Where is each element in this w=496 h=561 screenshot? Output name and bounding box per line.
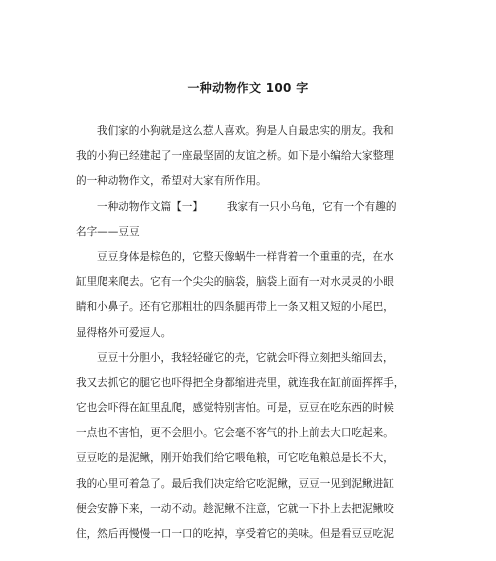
paragraph-line: 名字——豆豆 [76, 225, 140, 238]
paragraph-line: 我的小狗已经建起了一座最坚固的友谊之桥。如下是小编给大家整理 [76, 150, 394, 163]
paragraph-line: 豆豆十分胆小，我轻轻碰它的壳，它就会吓得立刻把头缩回去， [97, 351, 394, 364]
paragraph-line: 我家有一只小乌龟，它有一个有趣的 [226, 200, 397, 213]
section-heading-line [76, 195, 423, 220]
paragraph-line: 显得格外可爱逗人。 [76, 326, 172, 339]
section-heading: 一种动物作文篇【一】 [97, 200, 203, 213]
paragraph-line: 便会安静下来，一动不动。趁泥鳅不注意，它就一下扑上去把泥鳅咬 [76, 502, 394, 515]
paragraph-line: 的一种动物作文，希望对大家有所作用。 [76, 175, 267, 188]
paragraph-line: 住，然后再慢慢一口一口的吃掉，享受着它的美味。但是看豆豆吃泥 [76, 528, 394, 540]
paragraph-line: 豆豆身体是棕色的，它整天像蜗牛一样背着一个重重的壳，在水 [97, 250, 394, 263]
document-body [76, 119, 423, 547]
paragraph-line: 缸里爬来爬去。它有一个尖尖的脑袋，脑袋上面有一对水灵灵的小眼 [76, 276, 394, 289]
paragraph-line: 豆豆吃的是泥鳅，刚开始我们给它喂龟粮，可它吃龟粮总是长不大， [76, 452, 394, 465]
paragraph-line: 我的心里可着急了。最后我们决定给它吃泥鳅，豆豆一见到泥鳅进缸 [76, 477, 394, 490]
paragraph-line: 我们家的小狗就是这么惹人喜欢。狗是人自最忠实的朋友。我和 [97, 125, 394, 137]
paragraph-line: 一点也不害怕，更不会胆小。它会毫不客气的扑上前去大口吃起来。 [76, 427, 394, 440]
paragraph-line: 它也会吓得在缸里乱爬，感觉特别害怕。可是，豆豆在吃东西的时候 [76, 402, 394, 415]
document-title: 一种动物作文 100 字 [187, 81, 309, 95]
paragraph-line: 睛和小鼻子。还有它那粗壮的四条腿再带上一条又粗又短的小尾巴， [76, 301, 394, 314]
paragraph-line: 我又去抓它的腿它也吓得把全身都缩进壳里，就连我在缸前面挥挥手， [76, 376, 405, 389]
